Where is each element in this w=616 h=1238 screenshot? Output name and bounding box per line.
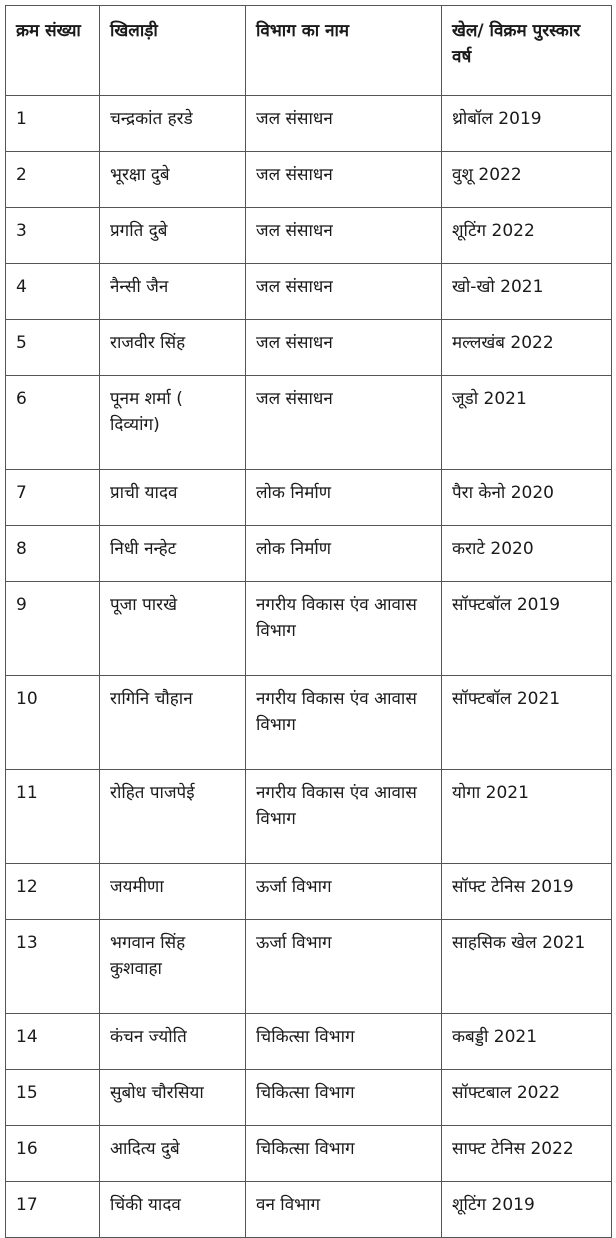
table-row: [6, 470, 612, 526]
cell-sport-award-year: कबड्डी 2021: [442, 1014, 612, 1070]
table-row: [6, 96, 612, 152]
header-player: खिलाड़ी: [100, 6, 246, 96]
cell-player: चन्द्रकांत हरडे: [100, 96, 246, 152]
table-row: [6, 152, 612, 208]
cell-serial-number: 10: [6, 676, 100, 770]
cell-department: जल संसाधन: [246, 320, 442, 376]
table-row: [6, 676, 612, 770]
cell-department: चिकित्सा विभाग: [246, 1126, 442, 1182]
cell-sport-award-year: जूडो 2021: [442, 376, 612, 470]
cell-player: आदित्य दुबे: [100, 1126, 246, 1182]
cell-department: जल संसाधन: [246, 152, 442, 208]
cell-sport-award-year: सॉफ्ट टेनिस 2019: [442, 864, 612, 920]
cell-player: राजवीर सिंह: [100, 320, 246, 376]
cell-serial-number: 13: [6, 920, 100, 1014]
cell-player: चिंकी यादव: [100, 1182, 246, 1238]
table-row: [6, 526, 612, 582]
table-header-row: [6, 6, 612, 96]
table-row: [6, 920, 612, 1014]
cell-department: नगरीय विकास एंव आवास विभाग: [246, 582, 442, 676]
cell-serial-number: 1: [6, 96, 100, 152]
cell-sport-award-year: सॉफ्टबॉल 2019: [442, 582, 612, 676]
table-row: [6, 770, 612, 864]
cell-player: रोहित पाजपेई: [100, 770, 246, 864]
cell-player: निधी नन्हेट: [100, 526, 246, 582]
table-row: [6, 320, 612, 376]
cell-sport-award-year: सॉफ्टबॉल 2021: [442, 676, 612, 770]
awards-table: [5, 5, 612, 1238]
cell-sport-award-year: सॉफ्टबाल 2022: [442, 1070, 612, 1126]
cell-department: ऊर्जा विभाग: [246, 864, 442, 920]
header-department: विभाग का नाम: [246, 6, 442, 96]
awards-table-container: [5, 5, 611, 1238]
cell-serial-number: 2: [6, 152, 100, 208]
table-body: [6, 96, 612, 1238]
cell-player: भूरक्षा दुबे: [100, 152, 246, 208]
cell-sport-award-year: शूटिंग 2022: [442, 208, 612, 264]
cell-serial-number: 3: [6, 208, 100, 264]
cell-sport-award-year: कराटे 2020: [442, 526, 612, 582]
table-row: [6, 208, 612, 264]
cell-sport-award-year: मल्लखंब 2022: [442, 320, 612, 376]
cell-serial-number: 11: [6, 770, 100, 864]
header-sport-award-year: खेल/ विक्रम पुरस्कार वर्ष: [442, 6, 612, 96]
cell-serial-number: 9: [6, 582, 100, 676]
table-row: [6, 864, 612, 920]
cell-player: प्राची यादव: [100, 470, 246, 526]
cell-department: जल संसाधन: [246, 208, 442, 264]
cell-serial-number: 14: [6, 1014, 100, 1070]
cell-sport-award-year: शूटिंग 2019: [442, 1182, 612, 1238]
cell-player: प्रगति दुबे: [100, 208, 246, 264]
cell-player: जयमीणा: [100, 864, 246, 920]
cell-serial-number: 15: [6, 1070, 100, 1126]
cell-department: नगरीय विकास एंव आवास विभाग: [246, 770, 442, 864]
cell-player: पूजा पारखे: [100, 582, 246, 676]
table-row: [6, 1070, 612, 1126]
cell-player: कंचन ज्योति: [100, 1014, 246, 1070]
cell-sport-award-year: साफ्ट टेनिस 2022: [442, 1126, 612, 1182]
cell-sport-award-year: खो-खो 2021: [442, 264, 612, 320]
cell-serial-number: 4: [6, 264, 100, 320]
cell-serial-number: 12: [6, 864, 100, 920]
cell-department: चिकित्सा विभाग: [246, 1014, 442, 1070]
table-row: [6, 1182, 612, 1238]
cell-player: भगवान सिंह कुशवाहा: [100, 920, 246, 1014]
cell-serial-number: 6: [6, 376, 100, 470]
cell-serial-number: 8: [6, 526, 100, 582]
cell-player: सुबोध चौरसिया: [100, 1070, 246, 1126]
table-row: [6, 582, 612, 676]
cell-sport-award-year: पैरा केनो 2020: [442, 470, 612, 526]
cell-department: जल संसाधन: [246, 264, 442, 320]
cell-department: वन विभाग: [246, 1182, 442, 1238]
cell-player: पूनम शर्मा ( दिव्यांग): [100, 376, 246, 470]
cell-serial-number: 5: [6, 320, 100, 376]
cell-department: जल संसाधन: [246, 96, 442, 152]
cell-player: नैन्सी जैन: [100, 264, 246, 320]
table-row: [6, 264, 612, 320]
header-serial-number: क्रम संख्या: [6, 6, 100, 96]
cell-department: नगरीय विकास एंव आवास विभाग: [246, 676, 442, 770]
table-row: [6, 376, 612, 470]
cell-department: जल संसाधन: [246, 376, 442, 470]
cell-department: लोक निर्माण: [246, 470, 442, 526]
cell-department: ऊर्जा विभाग: [246, 920, 442, 1014]
table-row: [6, 1126, 612, 1182]
cell-sport-award-year: साहसिक खेल 2021: [442, 920, 612, 1014]
cell-department: चिकित्सा विभाग: [246, 1070, 442, 1126]
cell-department: लोक निर्माण: [246, 526, 442, 582]
cell-serial-number: 7: [6, 470, 100, 526]
cropped-text-strip: [0, 1214, 616, 1225]
cell-player: रागिनि चौहान: [100, 676, 246, 770]
cell-sport-award-year: थ्रोबॉल 2019: [442, 96, 612, 152]
table-row: [6, 1014, 612, 1070]
cell-serial-number: 17: [6, 1182, 100, 1238]
cell-serial-number: 16: [6, 1126, 100, 1182]
cell-sport-award-year: वुशू 2022: [442, 152, 612, 208]
cell-sport-award-year: योगा 2021: [442, 770, 612, 864]
